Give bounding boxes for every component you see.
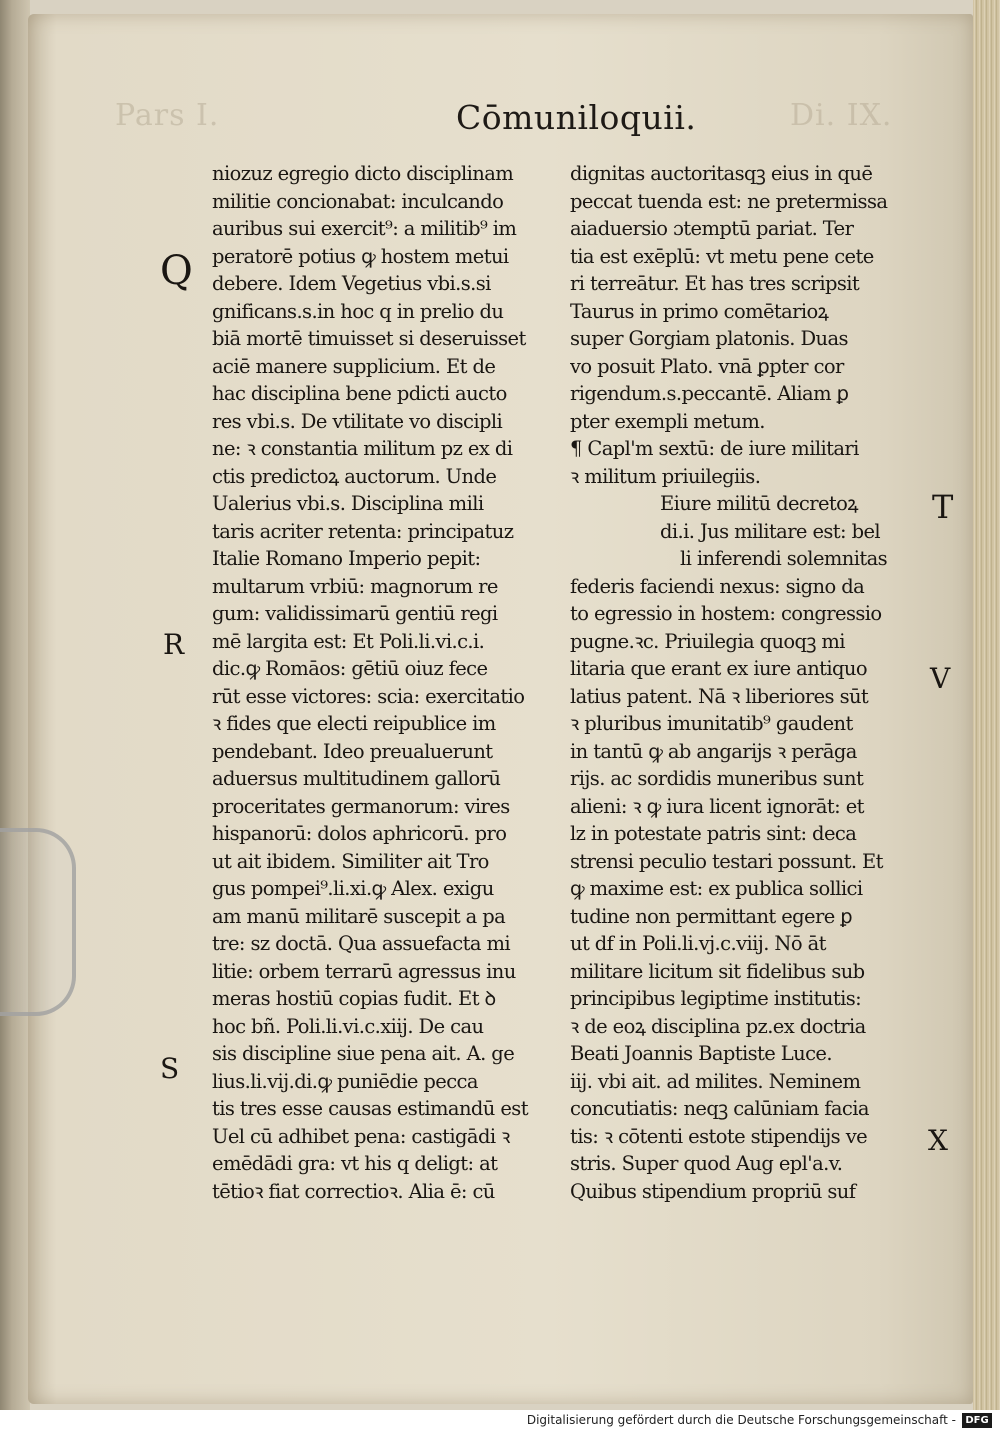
text-line: principibus legiptime institutis: bbox=[570, 987, 862, 1010]
dfg-logo-icon: DFG bbox=[962, 1413, 992, 1428]
text-line: hac disciplina bene pdicti aucto bbox=[212, 382, 507, 405]
margin-letter-r: R bbox=[163, 628, 185, 661]
text-line: Eiure militū decretoꝝ bbox=[660, 492, 858, 515]
text-line: concutiatis: neqꝫ calūniam facia bbox=[570, 1097, 869, 1120]
text-line: alieni: ꝛ ꝙ iura licent ignorāt: et bbox=[570, 794, 864, 818]
text-line: ꝙ maxime est: ex publica sollici bbox=[570, 877, 863, 900]
left-text-column bbox=[212, 160, 557, 1205]
text-line: li inferendi solemnitas bbox=[680, 547, 888, 570]
text-line: Beati Joannis Baptiste Luce. bbox=[570, 1042, 832, 1065]
text-line: pugne.ꝛc. Priuilegia quoqꝫ mi bbox=[570, 629, 845, 653]
text-line: ne: ꝛ constantia militum pz ex di bbox=[212, 437, 513, 460]
text-line: tre: sz doctā. Qua assuefacta mi bbox=[212, 932, 511, 955]
text-line: litie: orbem terrarū agressus inu bbox=[212, 959, 516, 983]
text-line: mē largita est: Et Poli.li.vi.c.i. bbox=[212, 629, 485, 653]
footer-credit: Digitalisierung gefördert durch die Deutsche Forschungsgemeinschaft - bbox=[526, 1413, 956, 1427]
text-line: federis faciendi nexus: signo da bbox=[570, 574, 865, 598]
text-line: tudine non permittant egere ꝑ bbox=[570, 904, 853, 928]
text-line: stris. Super quod Aug epl'a.v. bbox=[570, 1152, 843, 1175]
text-line: debere. Idem Vegetius vbi.s.si bbox=[212, 272, 491, 295]
right-text-column bbox=[570, 160, 915, 1205]
text-line: ri terreātur. Et has tres scripsit bbox=[570, 272, 860, 295]
text-line: Uel cū adhibet pena: castigādi ꝛ bbox=[212, 1124, 510, 1148]
text-line: gnificans.s.in hoc q in prelio du bbox=[212, 299, 504, 323]
text-line: dic.ꝙ Romāos: gētiū oiuz fece bbox=[212, 657, 488, 680]
running-header: Cōmuniloquii. bbox=[456, 98, 697, 137]
book-gutter bbox=[0, 0, 30, 1410]
margin-letter-q: Q bbox=[160, 248, 193, 294]
text-line: aiaduersio ɔtemptū pariat. Ter bbox=[570, 217, 854, 240]
text-line: latius patent. Nā ꝛ liberiores sūt bbox=[570, 684, 869, 708]
text-line: peccat tuenda est: ne pretermissa bbox=[570, 189, 888, 213]
text-line: in tantū ꝙ ab angarijs ꝛ perāga bbox=[570, 739, 857, 763]
text-line: vo posuit Plato. vnā ꝑpter cor bbox=[570, 354, 844, 378]
text-line: res vbi.s. De vtilitate vo discipli bbox=[212, 409, 503, 433]
bleed-through-left: Pars I. bbox=[115, 98, 220, 133]
text-line: strensi peculio testari possunt. Et bbox=[570, 849, 883, 873]
text-line: rijs. ac sordidis muneribus sunt bbox=[570, 767, 864, 790]
text-line: pter exempli metum. bbox=[570, 409, 765, 433]
text-line: meras hostiū copias fudit. Et ꝺ bbox=[212, 987, 496, 1010]
text-line: tis tres esse causas estimandū est bbox=[212, 1097, 528, 1120]
text-line: proceritates germanorum: vires bbox=[212, 794, 510, 818]
text-line: taris acriter retenta: principatuz bbox=[212, 519, 514, 543]
text-line: am manū militarē suscepit a pa bbox=[212, 904, 506, 928]
text-line: emēdādi gra: vt his q deligt: at bbox=[212, 1152, 498, 1175]
text-line: iij. vbi ait. ad milites. Neminem bbox=[570, 1069, 861, 1093]
text-line: tia est exēplū: vt metu pene cete bbox=[570, 244, 874, 268]
text-line: ut df in Poli.li.vj.c.viij. Nō āt bbox=[570, 932, 826, 955]
text-line: ꝛ pluribus imunitatib⁹ gaudent bbox=[570, 712, 853, 735]
text-line: to egressio in hostem: congressio bbox=[570, 602, 882, 625]
text-line: pendebant. Ideo preualuerunt bbox=[212, 739, 493, 763]
text-line: militare licitum sit fidelibus sub bbox=[570, 959, 865, 983]
text-line: militie concionabat: inculcando bbox=[212, 189, 504, 213]
text-line: tētioꝛ fiat correctioꝛ. Alia ē: cū bbox=[212, 1179, 495, 1203]
text-line: multarum vrbiū: magnorum re bbox=[212, 574, 498, 598]
text-line: di.i. Jus militare est: bel bbox=[660, 519, 881, 543]
page-fore-edge bbox=[973, 0, 1000, 1410]
text-line: ꝛ militum priuilegiis. bbox=[570, 464, 761, 488]
text-line: rūt esse victores: scia: exercitatio bbox=[212, 684, 525, 708]
text-line: aduersus multitudinem gallorū bbox=[212, 767, 501, 790]
text-line: ꝛ fides que electi reipublice im bbox=[212, 712, 496, 735]
text-line: ¶ Capl'm sextū: de iure militari bbox=[570, 437, 859, 460]
text-line: biā mortē timuisset si deseruisset bbox=[212, 327, 526, 350]
text-line: aciē manere supplicium. Et de bbox=[212, 354, 496, 378]
text-line: lius.li.vij.di.ꝙ puniēdie pecca bbox=[212, 1069, 478, 1093]
text-line: peratorē potius ꝙ hostem metui bbox=[212, 244, 509, 268]
text-line: sis discipline siue pena ait. A. ge bbox=[212, 1042, 515, 1065]
text-line: niozuz egregio dicto disciplinam bbox=[212, 162, 514, 185]
text-line: rigendum.s.peccantē. Aliam ꝑ bbox=[570, 382, 849, 405]
text-line: Italie Romano Imperio pepit: bbox=[212, 547, 481, 570]
text-line: hispanorū: dolos aphricorū. pro bbox=[212, 822, 507, 845]
text-line: Quibus stipendium propriū suf bbox=[570, 1179, 856, 1203]
text-line: ꝛ de eoꝝ disciplina pz.ex doctria bbox=[570, 1014, 866, 1038]
text-line: lz in potestate patris sint: deca bbox=[570, 822, 857, 845]
page-clip-icon bbox=[0, 828, 76, 1016]
text-line: ut ait ibidem. Similiter ait Tro bbox=[212, 849, 489, 873]
footer-bar bbox=[0, 1410, 1000, 1432]
text-line: auribus sui exercit⁹: a militib⁹ im bbox=[212, 217, 517, 240]
margin-letter-t: T bbox=[932, 488, 954, 526]
text-line: dignitas auctoritasqꝫ eius in quē bbox=[570, 162, 873, 185]
text-line: Taurus in primo comētarioꝝ bbox=[570, 299, 829, 323]
margin-letter-v: V bbox=[930, 662, 951, 695]
margin-letter-x: X bbox=[928, 1124, 948, 1157]
text-line: tis: ꝛ cōtenti estote stipendijs ve bbox=[570, 1124, 868, 1148]
text-line: hoc bñ. Poli.li.vi.c.xiij. De cau bbox=[212, 1014, 484, 1038]
text-line: Ualerius vbi.s. Disciplina mili bbox=[212, 492, 484, 515]
text-line: gus pompei⁹.li.xi.ꝙ Alex. exigu bbox=[212, 877, 494, 900]
bleed-through-right: Di. IX. bbox=[790, 98, 893, 133]
text-line: litaria que erant ex iure antiquo bbox=[570, 657, 868, 680]
text-line: ctis predictoꝝ auctorum. Unde bbox=[212, 464, 497, 488]
text-line: gum: validissimarū gentiū regi bbox=[212, 602, 498, 625]
text-line: super Gorgiam platonis. Duas bbox=[570, 327, 848, 350]
margin-letter-s: S bbox=[160, 1052, 180, 1085]
